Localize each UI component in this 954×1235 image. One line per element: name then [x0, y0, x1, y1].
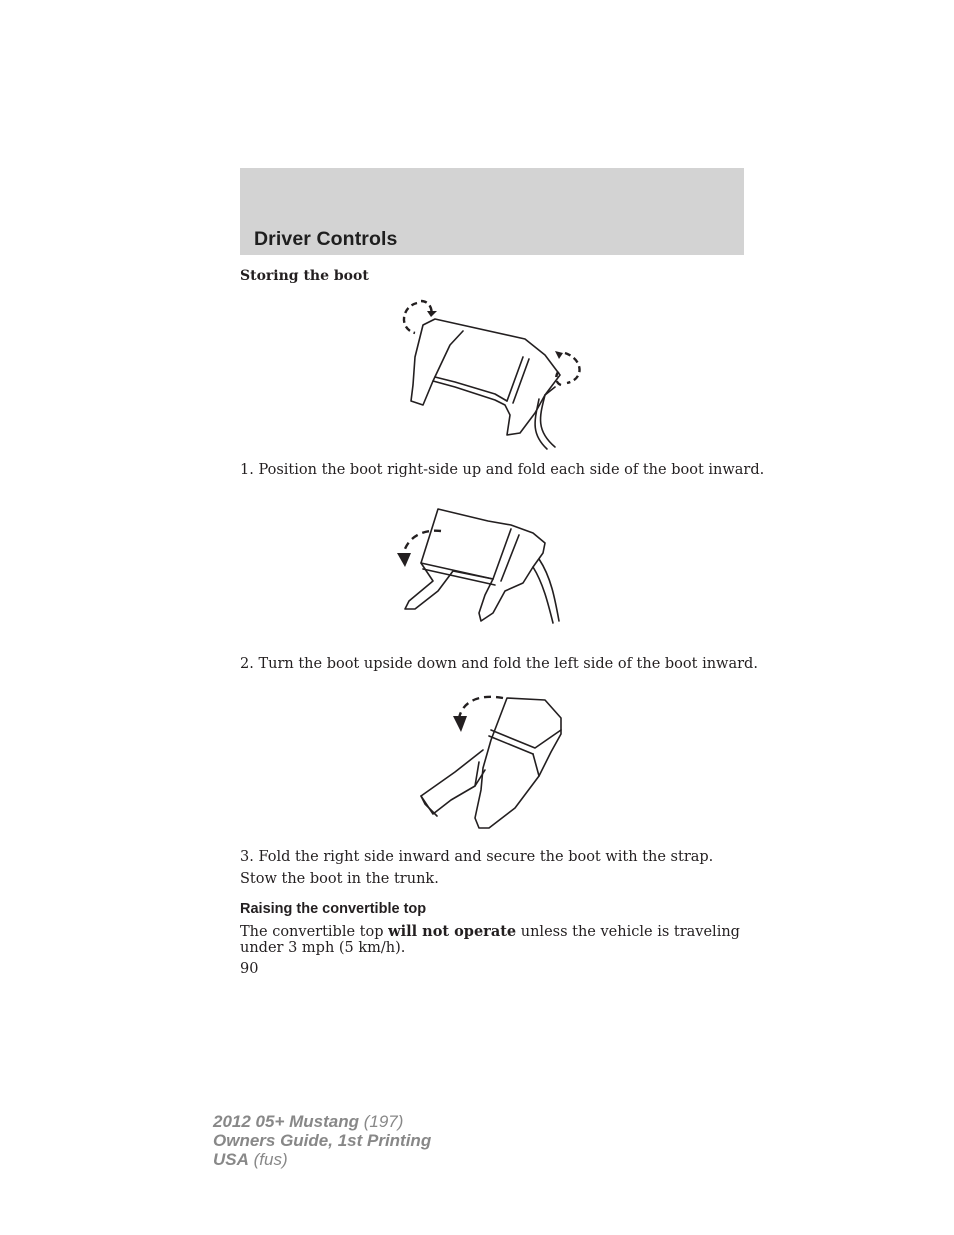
- footer-line-2: Owners Guide, 1st Printing: [213, 1131, 432, 1150]
- section-header-band: [240, 168, 744, 255]
- boot-fold-illustration-3: [415, 690, 575, 835]
- footer-model-code: (197): [359, 1112, 404, 1131]
- page-title: Driver Controls: [254, 228, 398, 250]
- step-3-text: 3. Fold the right side inward and secure the boot with the strap.: [240, 849, 714, 865]
- footer-line-1: [213, 1112, 431, 1131]
- section-title: Storing the boot: [240, 268, 369, 284]
- footer-market: USA: [213, 1150, 249, 1169]
- boot-fold-illustration-1: [395, 295, 595, 455]
- footer-market-code: (fus): [248, 1150, 288, 1169]
- footer-model: 2012 05+ Mustang: [213, 1112, 359, 1131]
- step-1-text: 1. Position the boot right-side up and fold each side of the boot inward.: [240, 462, 765, 478]
- footer-line-3: [213, 1150, 431, 1169]
- raising-text-start: The convertible top: [240, 924, 389, 940]
- document-footer: [213, 1112, 431, 1169]
- step-2-text: 2. Turn the boot upside down and fold the left side of the boot inward.: [240, 656, 758, 672]
- raising-text-end: unless the vehicle is traveling: [516, 924, 740, 940]
- page-number: 90: [240, 961, 259, 977]
- raising-top-text-line2: under 3 mph (5 km/h).: [240, 940, 406, 956]
- raising-top-text: [240, 923, 740, 941]
- raising-text-emphasis: will not operate: [388, 923, 517, 940]
- stow-note: Stow the boot in the trunk.: [240, 871, 439, 887]
- boot-fold-illustration-2: [393, 503, 563, 628]
- raising-top-heading: Raising the convertible top: [240, 901, 427, 917]
